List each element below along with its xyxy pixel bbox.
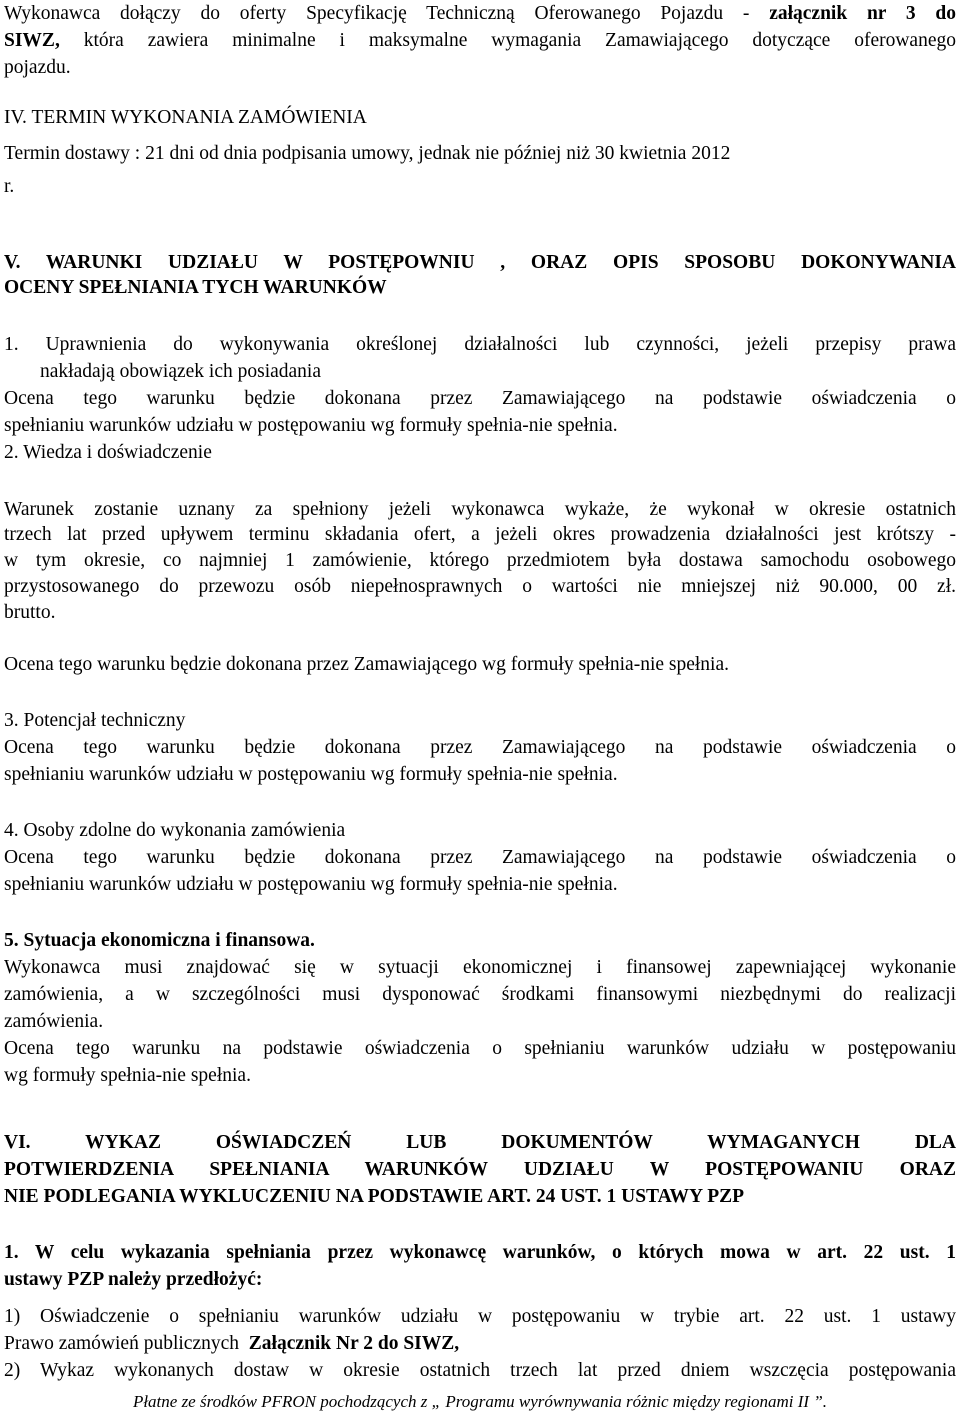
- section-vi-heading-line-3: NIE PODLEGANIA WYKLUCZENIU NA PODSTAWIE ART. 24 UST. 1 USTAWY PZP: [4, 1186, 745, 1207]
- item-2-text-line-2: trzech lat przed upływem terminu składania ofert, a jeżeli okres prowadzenia działalności jest krótszy -: [4, 524, 956, 545]
- item-4-text-line-1: Ocena tego warunku będzie dokonana przez Zamawiającego na podstawie oświadczenia o: [4, 847, 956, 868]
- item-1-title-line-1: 1. Uprawnienia do wykonywania określonej działalności lub czynności, jeżeli przepisy prawa: [4, 334, 956, 355]
- item-2-text-line-1: Warunek zostanie uznany za spełniony jeżeli wykonawca wykaże, że wykonał w okresie ostatnich: [4, 499, 956, 520]
- attachment-reference: załącznik nr 3 do: [769, 3, 957, 24]
- item-3-text-line-1: Ocena tego warunku będzie dokonana przez Zamawiającego na podstawie oświadczenia o: [4, 737, 956, 758]
- attachment-reference: Załącznik Nr 2 do SIWZ,: [248, 1333, 460, 1354]
- item-1-title-line-2: nakładają obowiązek ich posiadania: [40, 361, 322, 382]
- item-3-text-line-2: spełnianiu warunków udziału w postępowaniu wg formuły spełnia-nie spełnia.: [4, 764, 618, 785]
- section-iv-heading: IV. TERMIN WYKONANIA ZAMÓWIENIA: [4, 107, 367, 128]
- vi-point-1-line-1: 1) Oświadczenie o spełnianiu warunków udziału w postępowaniu w trybie art. 22 ust. 1 ustawy: [4, 1306, 956, 1327]
- attachment-reference: SIWZ,: [4, 30, 60, 51]
- delivery-term-line-1: Termin dostawy : 21 dni od dnia podpisania umowy, jednak nie później niż 30 kwietnia 2012: [4, 143, 731, 164]
- intro-text: Wykonawca dołączy do oferty Specyfikację Techniczną Oferowanego Pojazdu -: [4, 3, 770, 24]
- intro-line-2: [4, 28, 956, 55]
- item-2-text-line-5: brutto.: [4, 602, 56, 623]
- item-4-title: 4. Osoby zdolne do wykonania zamówienia: [4, 820, 346, 841]
- vi-item-1-title-line-2: ustawy PZP należy przedłożyć:: [4, 1269, 263, 1290]
- item-4-text-line-2: spełnianiu warunków udziału w postępowaniu wg formuły spełnia-nie spełnia.: [4, 874, 618, 895]
- item-5-text-line-5: wg formuły spełnia-nie spełnia.: [4, 1065, 251, 1086]
- section-v-heading-line-2: OCENY SPEŁNIANIA TYCH WARUNKÓW: [4, 277, 387, 298]
- item-5-text-line-4: Ocena tego warunku na podstawie oświadczenia o spełnianiu warunków udziału w postępowaniu: [4, 1038, 956, 1059]
- item-5-title: 5. Sytuacja ekonomiczna i finansowa.: [4, 930, 315, 951]
- item-5-text-line-1: Wykonawca musi znajdować się w sytuacji ekonomicznej i finansowej zapewniającej wykonanie: [4, 957, 956, 978]
- item-2-text-line-3: w tym okresie, co najmniej 1 zamówienie, którego przedmiotem była dostawa samochodu osobowego: [4, 550, 956, 571]
- intro-line-1: [4, 1, 956, 28]
- item-5-text-line-3: zamówienia.: [4, 1011, 104, 1032]
- item-2-title: 2. Wiedza i doświadczenie: [4, 442, 212, 463]
- section-vi-heading-line-1: VI. WYKAZ OŚWIADCZEŃ LUB DOKUMENTÓW WYMAGANYCH DLA: [4, 1132, 956, 1153]
- section-v-heading-line-1: V. WARUNKI UDZIAŁU W POSTĘPOWNIU , ORAZ OPIS SPOSOBU DOKONYWANIA: [4, 252, 956, 273]
- vi-point-1-line-2: [4, 1331, 459, 1358]
- item-2-text-line-4: przystosowanego do przewozu osób niepełnosprawnych o wartości nie mniejszej niż 90.000, 00 zł.: [4, 576, 956, 597]
- vi-item-1-title-line-1: 1. W celu wykazania spełniania przez wykonawcę warunków, o których mowa w art. 22 ust. 1: [4, 1242, 956, 1263]
- point-text: Prawo zamówień publicznych: [4, 1333, 249, 1354]
- vi-point-2-line-1: 2) Wykaz wykonanych dostaw w okresie ostatnich trzech lat przed dniem wszczęcia postępowania: [4, 1360, 956, 1381]
- page-footer: Płatne ze środków PFRON pochodzących z „ Programu wyrównywania różnic między regionami II ”.: [132, 1392, 828, 1411]
- item-5-text-line-2: zamówienia, a w szczególności musi dysponować środkami finansowymi niezbędnymi do realizacji: [4, 984, 956, 1005]
- item-3-title: 3. Potencjał techniczny: [4, 710, 186, 731]
- section-vi-heading-line-2: POTWIERDZENIA SPEŁNIANIA WARUNKÓW UDZIAŁU W POSTĘPOWANIU ORAZ: [4, 1159, 956, 1180]
- delivery-term-line-2: r.: [4, 176, 15, 197]
- intro-line-3: pojazdu.: [4, 57, 71, 78]
- item-1-text-line-2: spełnianiu warunków udziału w postępowaniu wg formuły spełnia-nie spełnia.: [4, 415, 618, 436]
- item-2-assessment: Ocena tego warunku będzie dokonana przez Zamawiającego wg formuły spełnia-nie spełnia.: [4, 654, 729, 675]
- intro-text: która zawiera minimalne i maksymalne wymagania Zamawiającego dotyczące oferowanego: [59, 30, 956, 51]
- item-1-text-line-1: Ocena tego warunku będzie dokonana przez Zamawiającego na podstawie oświadczenia o: [4, 388, 956, 409]
